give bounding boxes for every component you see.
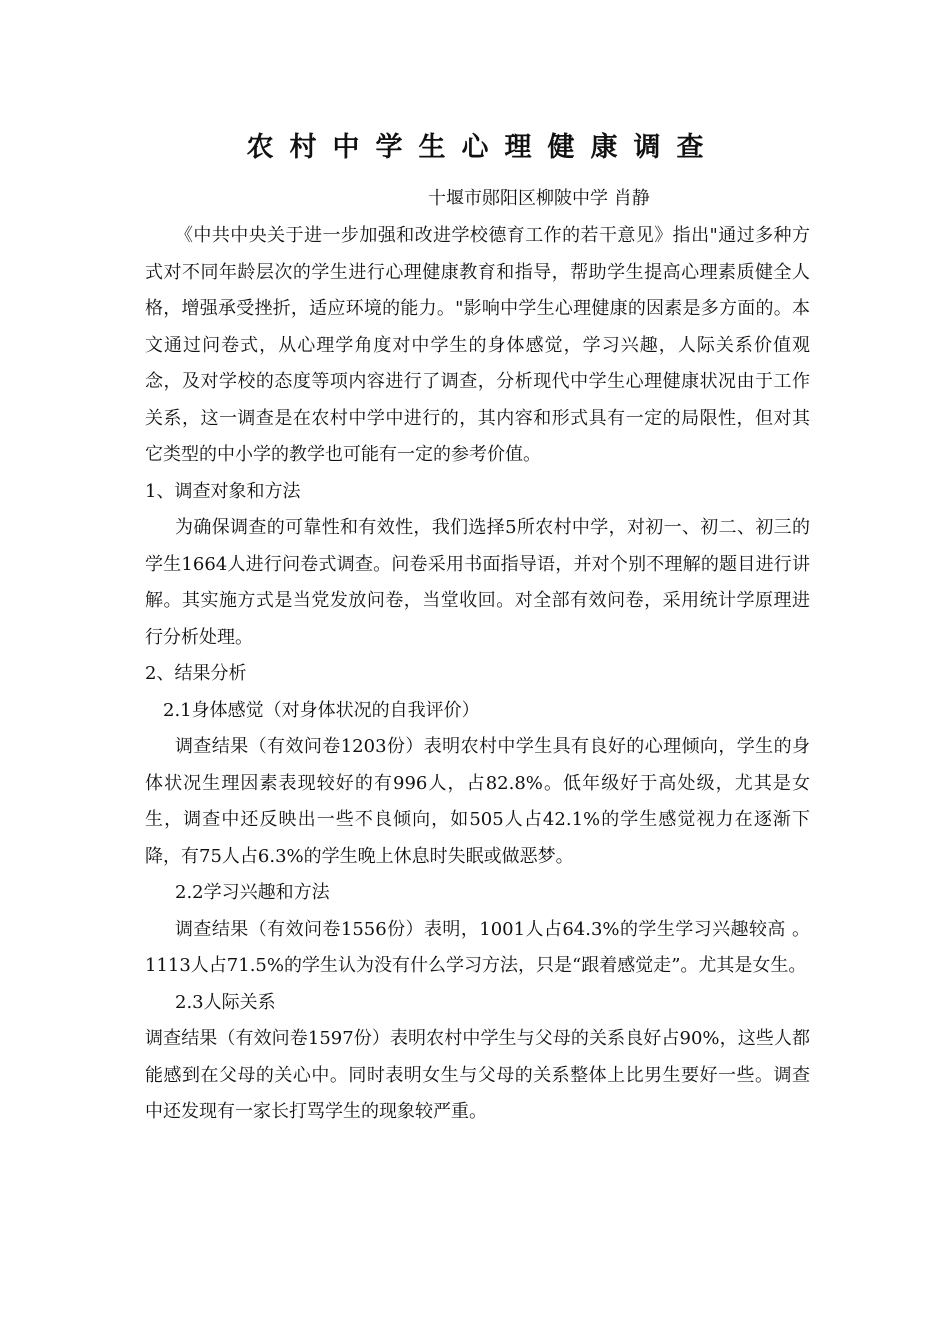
section-2-heading: 2、结果分析 [145, 663, 247, 684]
section-1-heading: 1、调查对象和方法 [145, 480, 301, 502]
document-author: 十堰市郧阳区柳陂中学 肖静 [428, 188, 650, 209]
subsection-2-3-paragraph: 调查结果（有效问卷1597份）表明农村中学生与父母的关系良好占90%，这些人都能感到在父母的关心中。同时表明女生与父母的关系整体上比男生要好一些。调查中还发现有一家长打骂学生的现象较严重。 [145, 1028, 810, 1122]
document-body [145, 218, 810, 1131]
intro-paragraph: 《中共中央关于进一步加强和改进学校德育工作的若干意见》指出"通过多种方式对不同年龄层次的学生进行心理健康教育和指导，帮助学生提高心理素质健全人格，增强承受挫折，适应环境的能力。"影响中学生心理健康的因素是多方面的。本文通过问卷式，从心理学角度对中学生的身体感觉，学习兴趣，人际关系价值观念，及对学校的态度等项内容进行了调查，分析现代中学生心理健康状况由于工作关系，这一调查是在农村中学中进行的，其内容和形式具有一定的局限性，但对其它类型的中小学的教学也可能有一定的参考价值。 [145, 225, 810, 465]
subsection-2-1-heading: 2.1身体感觉（对身体状况的自我评价） [163, 699, 480, 721]
subsection-2-3-heading: 2.3人际关系 [175, 991, 276, 1013]
subsection-2-2-paragraph: 调查结果（有效问卷1556份）表明，1001人占64.3%的学生学习兴趣较高 。1113人占71.5%的学生认为没有什么学习方法，只是“跟着感觉走”。尤其是女生。 [145, 918, 810, 976]
document-title: 农村中学生心理健康调查 [246, 132, 720, 163]
section-1-paragraph: 为确保调查的可靠性和有效性，我们选择5所农村中学，对初一、初二、初三的学生1664人进行问卷式调查。问卷采用书面指导语，并对个别不理解的题目进行讲解。其实施方式是当党发放问卷，当堂收回。对全部有效问卷，采用统计学原理进行分析处理。 [145, 517, 810, 648]
subsection-2-1-paragraph: 调查结果（有效问卷1203份）表明农村中学生具有良好的心理倾向，学生的身体状况生理因素表现较好的有996人，占82.8%。低年级好于高处级，尤其是女生，调查中还反映出一些不良倾向，如505人占42.1%的学生感觉视力在逐渐下降，有75人占6.3%的学生晚上休息时失眠或做恶梦。 [145, 736, 810, 867]
subsection-2-2-heading: 2.2学习兴趣和方法 [175, 882, 330, 903]
